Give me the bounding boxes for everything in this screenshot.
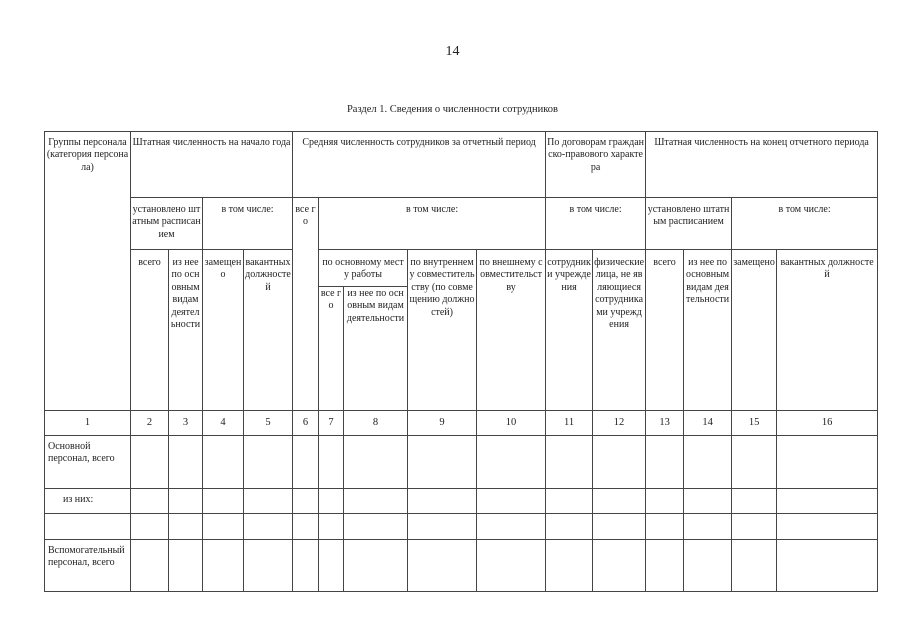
- table-cell: [319, 514, 344, 540]
- table-cell: [293, 489, 319, 514]
- header-groups: Группы персонала (категория персонала): [45, 132, 131, 411]
- table-row: [45, 540, 878, 592]
- table-cell: [203, 436, 244, 489]
- table-cell: [646, 489, 684, 514]
- header-including-contracts: в том числе:: [546, 198, 646, 250]
- header-main-place: по основному месту работы: [319, 250, 408, 287]
- header-main-place-total: все го: [319, 287, 344, 411]
- table-cell: [777, 540, 878, 592]
- staff-table: [44, 131, 878, 592]
- table-row: [45, 489, 878, 514]
- table-cell: [169, 540, 203, 592]
- table-cell: [646, 540, 684, 592]
- table-cell: [344, 489, 408, 514]
- table-cell: [169, 489, 203, 514]
- header-internal-part-time: по внутреннему совместительству (по совмещению должностей): [408, 250, 477, 411]
- table-cell: [344, 514, 408, 540]
- table-cell: [319, 540, 344, 592]
- header-including-start: в том числе:: [203, 198, 293, 250]
- column-number: 3: [169, 411, 203, 436]
- table-cell: [546, 489, 593, 514]
- table-cell: [169, 436, 203, 489]
- table-cell: [546, 540, 593, 592]
- table-cell: [646, 514, 684, 540]
- header-staff-end: Штатная численность на конец отчетного периода: [646, 132, 878, 198]
- table-cell: [684, 436, 732, 489]
- table-cell: [732, 436, 777, 489]
- table-cell: [203, 514, 244, 540]
- table-cell: [319, 436, 344, 489]
- row-label: [45, 514, 131, 540]
- header-avg-total: все го: [293, 198, 319, 411]
- header-including-end: в том числе:: [732, 198, 878, 250]
- header-main-activity-end: из нее по основным видам деятельности: [684, 250, 732, 411]
- table-cell: [408, 540, 477, 592]
- column-number: 16: [777, 411, 878, 436]
- column-number: 15: [732, 411, 777, 436]
- table-cell: [593, 540, 646, 592]
- column-number: 1: [45, 411, 131, 436]
- page-number: 14: [445, 44, 460, 59]
- table-cell: [344, 540, 408, 592]
- table-cell: [684, 514, 732, 540]
- column-number: 4: [203, 411, 244, 436]
- column-number: 6: [293, 411, 319, 436]
- column-number: 9: [408, 411, 477, 436]
- column-number: 12: [593, 411, 646, 436]
- table-cell: [293, 540, 319, 592]
- header-main-place-main-activity: из нее по основным видам деятельности: [344, 287, 408, 411]
- table-cell: [293, 514, 319, 540]
- header-established-end: установлено штатным расписанием: [646, 198, 732, 250]
- table-row: [45, 436, 878, 489]
- header-established-start: установлено штатным расписанием: [131, 198, 203, 250]
- table-cell: [732, 514, 777, 540]
- header-contracts: По договорам гражданско-правового характера: [546, 132, 646, 198]
- header-total-start: всего: [131, 250, 169, 411]
- table-cell: [777, 514, 878, 540]
- table-cell: [131, 436, 169, 489]
- table-cell: [684, 489, 732, 514]
- table-cell: [203, 489, 244, 514]
- column-number: 11: [546, 411, 593, 436]
- header-main-activity-start: из нее по основным видам деятельности: [169, 250, 203, 411]
- header-including-avg: в том числе:: [319, 198, 546, 250]
- row-label: Вспомогательный персонал, всего: [45, 540, 131, 592]
- column-number: 7: [319, 411, 344, 436]
- table-cell: [777, 489, 878, 514]
- table-row: [45, 514, 878, 540]
- table-cell: [546, 514, 593, 540]
- column-number: 13: [646, 411, 684, 436]
- column-number: 2: [131, 411, 169, 436]
- column-number: 10: [477, 411, 546, 436]
- table-cell: [293, 436, 319, 489]
- table-cell: [477, 514, 546, 540]
- table-cell: [477, 436, 546, 489]
- table-cell: [477, 489, 546, 514]
- table-cell: [408, 436, 477, 489]
- column-number: 14: [684, 411, 732, 436]
- table-cell: [244, 489, 293, 514]
- column-number: 5: [244, 411, 293, 436]
- table-cell: [244, 436, 293, 489]
- table-cell: [344, 436, 408, 489]
- header-avg-count: Средняя численность сотрудников за отчетный период: [293, 132, 546, 198]
- table-cell: [203, 540, 244, 592]
- header-external-part-time: по внешнему совместительству: [477, 250, 546, 411]
- table-cell: [684, 540, 732, 592]
- table-cell: [131, 514, 169, 540]
- table-cell: [477, 540, 546, 592]
- table-cell: [593, 436, 646, 489]
- table-cell: [777, 436, 878, 489]
- header-substituted-end: замещено: [732, 250, 777, 411]
- table-cell: [169, 514, 203, 540]
- header-vacant-start: вакантных должностей: [244, 250, 293, 411]
- table-cell: [244, 514, 293, 540]
- table-cell: [732, 489, 777, 514]
- section-title: Раздел 1. Сведения о численности сотрудников: [346, 104, 559, 115]
- table-cell: [646, 436, 684, 489]
- header-vacant-end: вакантных должностей: [777, 250, 878, 411]
- row-label: из них:: [45, 489, 131, 514]
- column-numbers-row: [45, 411, 878, 436]
- table-cell: [319, 489, 344, 514]
- header-total-end: всего: [646, 250, 684, 411]
- header-individuals: физические лица, не являющиеся сотрудниками учреждения: [593, 250, 646, 411]
- header-substituted-start: замещено: [203, 250, 244, 411]
- table-cell: [546, 436, 593, 489]
- table-cell: [408, 514, 477, 540]
- table-cell: [131, 540, 169, 592]
- table-cell: [408, 489, 477, 514]
- header-staff-start: Штатная численность на начало года: [131, 132, 293, 198]
- table-cell: [593, 514, 646, 540]
- table-cell: [244, 540, 293, 592]
- table-cell: [593, 489, 646, 514]
- header-employees: сотрудники учреждения: [546, 250, 593, 411]
- row-label: Основной персонал, всего: [45, 436, 131, 489]
- table-cell: [131, 489, 169, 514]
- column-number: 8: [344, 411, 408, 436]
- table-cell: [732, 540, 777, 592]
